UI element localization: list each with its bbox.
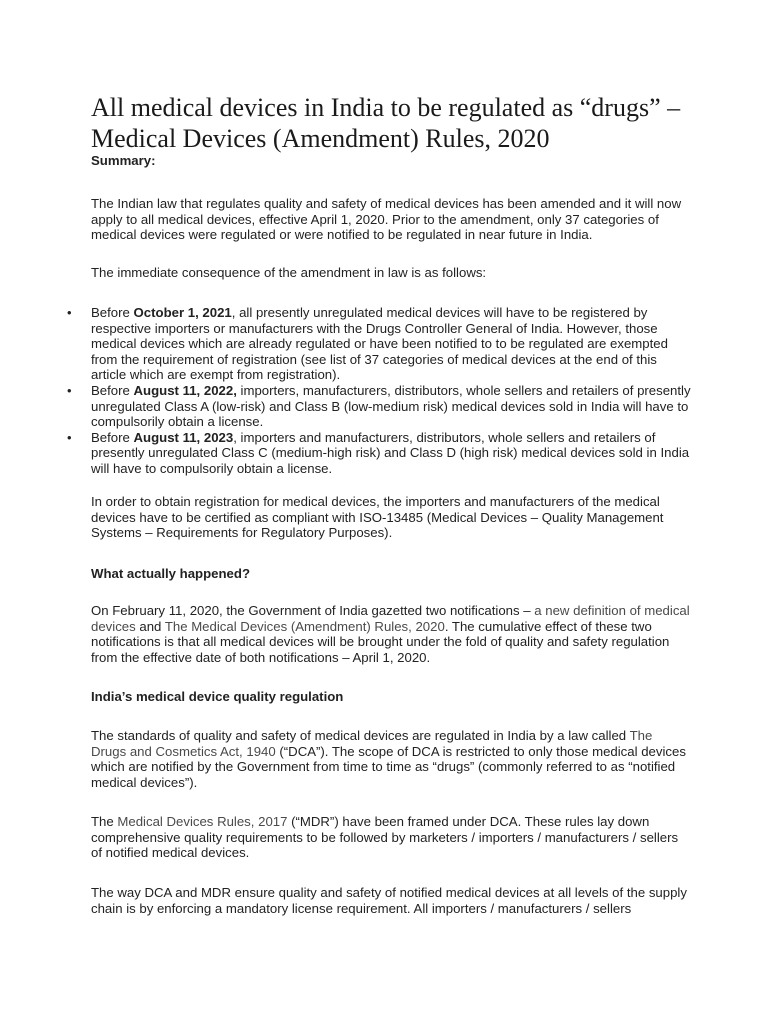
consequence-paragraph: The immediate consequence of the amendment in law is as follows: <box>91 265 487 280</box>
title-line-1: All medical devices in India to be regulated as “drugs” – <box>91 93 681 122</box>
list-item: • Before August 11, 2022, importers, manufacturers, distributors, whole sellers and retailers of presently unregulated Class A (low-risk) and Class B (low-medium risk) medical devices sold in India will have to compulsorily obtain a license. <box>67 382 691 430</box>
mdr-link[interactable]: Medical Devices Rules, 2017 <box>117 814 288 829</box>
bullet-icon: • <box>67 305 72 320</box>
bullet-icon: • <box>67 382 72 398</box>
intro-paragraph: The Indian law that regulates quality and safety of medical devices has been amended and it will now apply to all medical devices, effective April 1, 2020. Prior to the amendment, only 37 categories of medical devices were regulated or were notified to be regulated in near future in India. <box>91 196 682 243</box>
list-item: • Before October 1, 2021, all presently unregulated medical devices will have to be registered by respective importers or manufacturers with the Drugs Controller General of India. However, those medical devices which are already regulated or have been notified to to be regulated are exempted from the requirement of registration (see list of 37 categories of medical devices at the end of this article which are exempt from registration). <box>67 305 668 383</box>
india-regulation-heading: India’s medical device quality regulation <box>91 689 344 704</box>
deadline-date: August 11, 2023 <box>133 429 234 445</box>
consequence-list <box>67 305 691 477</box>
license-paragraph: The way DCA and MDR ensure quality and safety of notified medical devices at all levels of the supply chain is by enforcing a mandatory license requirement. All importers / manufacturers / sellers <box>91 885 687 916</box>
what-happened-heading: What actually happened? <box>91 566 251 581</box>
standards-paragraph: The standards of quality and safety of medical devices are regulated in India by a law called The Drugs and Cosmetics Act, 1940 (“DCA”). The scope of DCA is restricted to only those medical devices which are notified by the Government from time to time as “drugs” (commonly referred to as “notified medical devices”). <box>91 728 686 790</box>
bullet-icon: • <box>67 429 72 445</box>
title-line-2: Medical Devices (Amendment) Rules, 2020 <box>91 124 550 153</box>
what-happened-paragraph: On February 11, 2020, the Government of India gazetted two notifications – a new definition of medical devices and The Medical Devices (Amendment) Rules, 2020. The cumulative effect of these two notifications is that all medical devices will be brought under the fold of quality and safety regulation from the effective date of both notifications – April 1, 2020. <box>91 603 690 665</box>
amendment-rules-link[interactable]: The Medical Devices (Amendment) Rules, 2020 <box>164 618 445 634</box>
mdr-paragraph: The Medical Devices Rules, 2017 (“MDR”) have been framed under DCA. These rules lay down comprehensive quality requirements to be followed by marketers / importers / manufacturers / sellers of notified medical devices. <box>91 814 679 861</box>
deadline-date: October 1, 2021 <box>133 305 232 320</box>
deadline-date: August 11, 2022, <box>133 382 237 398</box>
page-title <box>91 92 731 154</box>
summary-heading: Summary: <box>91 153 156 168</box>
new-definition-link[interactable]: a new definition of medical devices <box>91 603 690 634</box>
dca-link[interactable]: The Drugs and Cosmetics Act, 1940 <box>91 728 653 759</box>
iso-paragraph: In order to obtain registration for medical devices, the importers and manufacturers of the medical devices have to be certified as compliant with ISO-13485 (Medical Devices – Quality Management Systems – Requirements for Regulatory Purposes). <box>91 494 664 541</box>
list-item: • Before August 11, 2023, importers and manufacturers, distributors, whole sellers and retailers of presently unregulated Class C (medium-high risk) and Class D (high risk) medical devices sold in India will have to compulsorily obtain a license. <box>67 429 690 476</box>
